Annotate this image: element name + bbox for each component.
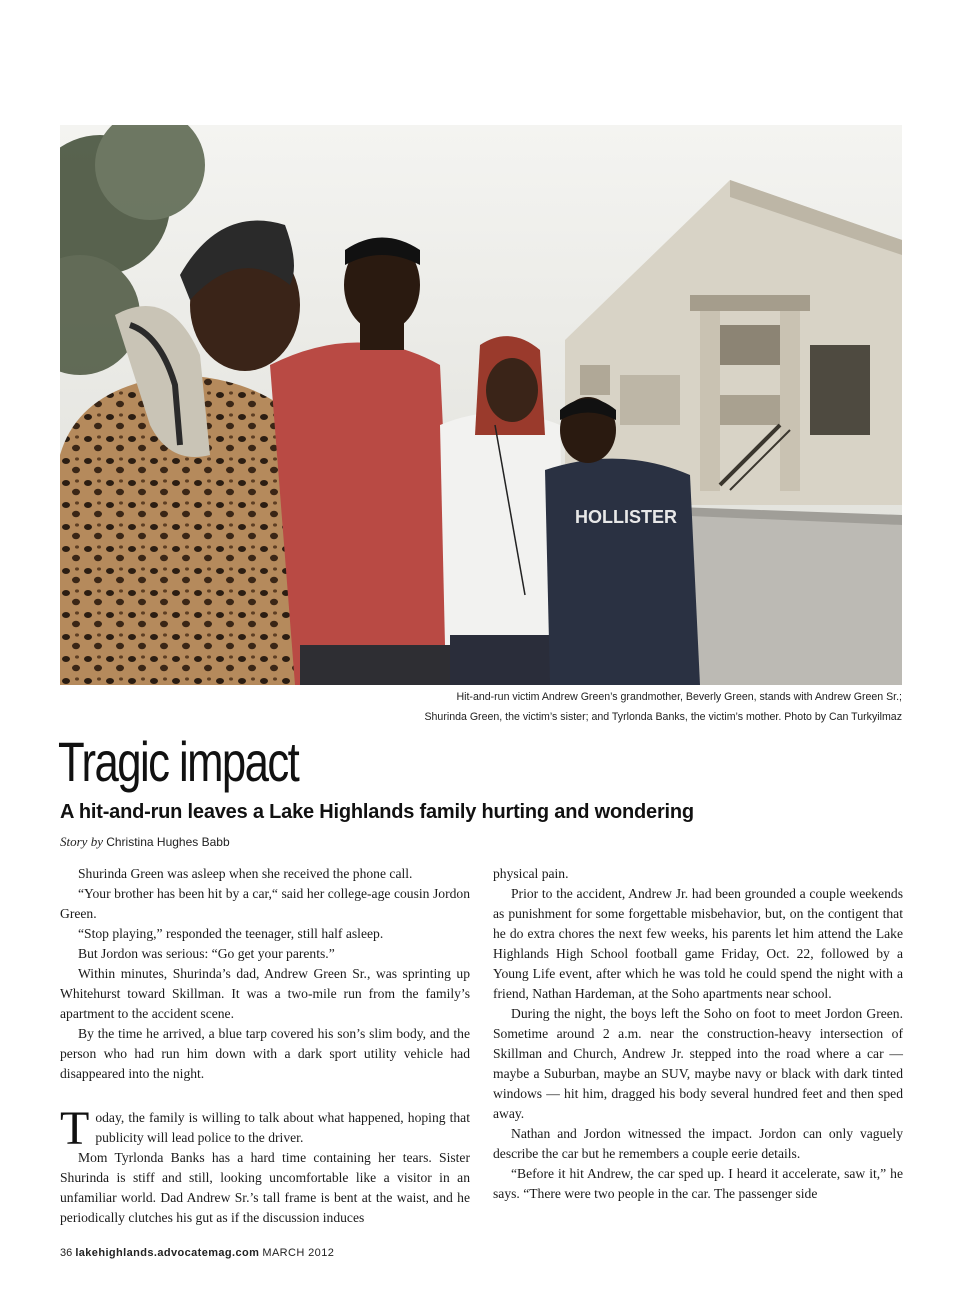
paragraph: During the night, the boys left the Soho on foot to meet Jordon Green. Sometime around 2 a.m. near the construction-heavy intersection of Skillman and Church, Andrew Jr. stepped into the road where a car — maybe a Suburban, maybe an SUV, maybe navy or black with dark tinted windows — hit him, dragged his body several hundred feet and then sped away. bbox=[493, 1006, 903, 1121]
footer-issue: MARCH 2012 bbox=[262, 1247, 335, 1259]
caption-line-1: Hit-and-run victim Andrew Green’s grandmother, Beverly Green, stands with Andrew Green Sr.; bbox=[456, 691, 902, 703]
paragraph: Nathan and Jordon witnessed the impact. Jordon can only vaguely describe the car but he remembers a couple eerie details. bbox=[493, 1126, 903, 1161]
page-number: 36 bbox=[60, 1247, 73, 1259]
paragraph: “Before it hit Andrew, the car sped up. I heard it accelerate, saw it,” he says. “There were two people in the car. The passenger side bbox=[493, 1166, 903, 1201]
feature-photo bbox=[60, 125, 902, 685]
byline bbox=[60, 832, 230, 852]
section-gap bbox=[60, 1084, 470, 1108]
paragraph: By the time he arrived, a blue tarp covered his son’s slim body, and the person who had run him down with a dark sport utility vehicle had disappeared into the night. bbox=[60, 1026, 470, 1081]
paragraph: Shurinda Green was asleep when she received the phone call. bbox=[78, 866, 413, 881]
paragraph: Within minutes, Shurinda’s dad, Andrew Green Sr., was sprinting up Whitehurst toward Skillman. It was a two-mile run from the family’s apartment to the accident scene. bbox=[60, 966, 470, 1021]
paragraph: But Jordon was serious: “Go get your parents.” bbox=[78, 946, 335, 961]
paragraph-continuation: physical pain. bbox=[493, 866, 569, 881]
caption-line-2: Shurinda Green, the victim’s sister; and Tyrlonda Banks, the victim’s mother. Photo by Can Turkyilmaz bbox=[424, 711, 902, 723]
paragraph: “Your brother has been hit by a car,“ said her college-age cousin Jordon Green. bbox=[60, 886, 470, 921]
dropcap-letter: T bbox=[60, 1102, 90, 1155]
family-photo-illustration bbox=[60, 125, 902, 685]
byline-label: Story by bbox=[60, 834, 103, 849]
article-column-left bbox=[60, 864, 470, 1228]
paragraph: Mom Tyrlonda Banks has a hard time containing her tears. Sister Shurinda is stiff and still, looking uncomfortable like a visitor in an unfamiliar world. Dad Andrew Sr.’s tall frame is bent at the waist, and he periodically clutches his gut as if the discussion induces bbox=[60, 1150, 470, 1225]
footer-website: lakehighlands.advocatemag.com bbox=[75, 1247, 260, 1259]
headline: Tragic impact bbox=[58, 730, 299, 793]
dropcap-paragraph-text: oday, the family is willing to talk about what happened, hoping that publicity will lead police to the driver. bbox=[95, 1110, 470, 1145]
deck-subheadline: A hit-and-run leaves a Lake Highlands family hurting and wondering bbox=[60, 801, 694, 823]
dropcap-paragraph bbox=[60, 1102, 470, 1155]
shirt-print: HOLLISTER bbox=[575, 507, 677, 527]
paragraph: “Stop playing,” responded the teenager, still half asleep. bbox=[78, 926, 384, 941]
article-column-right bbox=[493, 864, 903, 1204]
page-footer bbox=[60, 1246, 334, 1260]
photo-caption bbox=[380, 687, 902, 727]
byline-author: Christina Hughes Babb bbox=[106, 835, 230, 849]
paragraph: Prior to the accident, Andrew Jr. had been grounded a couple weekends as punishment for some forgettable misbehavior, but, on the contigent that he do extra chores the next few weeks, his parents let him attend the Lake Highlands High School football game Friday, Oct. 22, followed by a Young Life event, after which he was told he could spend the night with a friend, Nathan Hardeman, at the Soho apartments near school. bbox=[493, 886, 903, 1001]
